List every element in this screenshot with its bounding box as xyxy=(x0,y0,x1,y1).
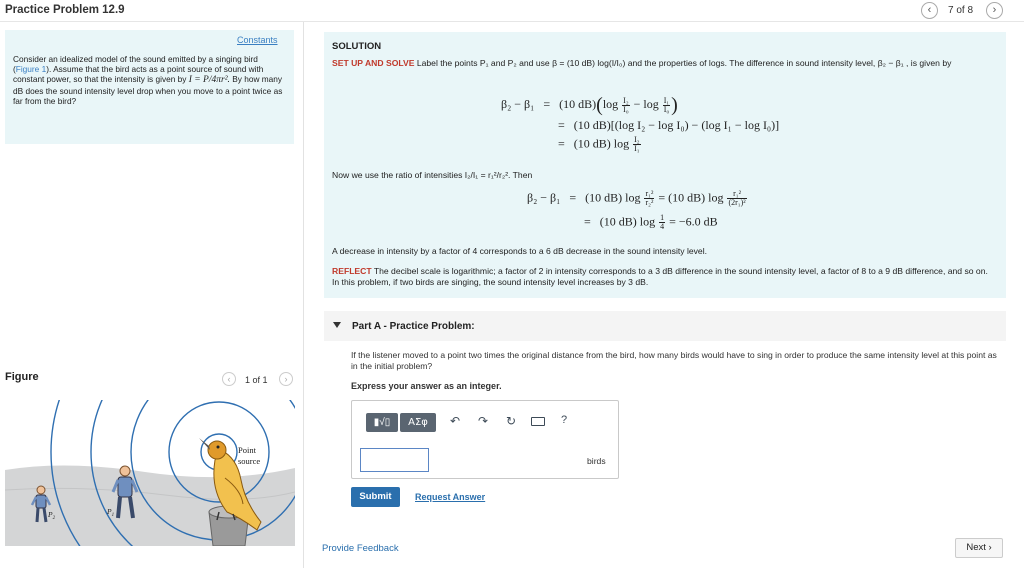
eq4-frac1-num: r₁² xyxy=(645,189,654,198)
setup-text: Label the points P₁ and P₂ and use β = (10 dB) log(I/I₀) and the properties of logs. The difference in sound intensity level, β₂ − β₁ , is given by xyxy=(416,58,952,68)
submit-button[interactable]: Submit xyxy=(351,487,400,507)
units-label: birds xyxy=(587,456,606,466)
figure-heading: Figure xyxy=(5,371,39,383)
p2-label: $P_2$ xyxy=(48,510,56,521)
problem-text xyxy=(13,54,283,106)
redo-icon[interactable]: ↷ xyxy=(477,414,489,428)
reset-icon[interactable]: ↻ xyxy=(505,414,517,428)
problem-text-start: Consider an idealized model of the sound emitted by a singing bird ( xyxy=(13,54,258,75)
previous-problem-button[interactable] xyxy=(921,2,938,19)
equation-4 xyxy=(527,190,748,207)
part-a-instruction: Express your answer as an integer. xyxy=(351,381,502,391)
part-a-question: If the listener moved to a point two times the original distance from the bird, how many birds would have to sing in order to produce the same intensity level at this point as in the initial problem? xyxy=(351,350,997,371)
equation-3 xyxy=(558,136,642,153)
p1-label: $P_1$ xyxy=(107,507,115,518)
eq4-frac2-num: r₁² xyxy=(727,190,746,199)
part-a-title[interactable]: Part A - Practice Problem: xyxy=(352,321,475,332)
problem-question: By how many dB does the sound intensity level drop when you move to a point twice as far from the bird? xyxy=(13,74,283,106)
figure-counter: 1 of 1 xyxy=(245,375,268,385)
eq5-frac-den: 4 xyxy=(660,222,665,231)
eq4-rhs-b: = (10 dB) log xyxy=(658,190,724,205)
eq4-frac2-den: (2r₁)² xyxy=(728,198,746,207)
solution-heading: SOLUTION xyxy=(332,41,382,52)
intensity-formula: I = P/4πr². xyxy=(188,75,230,86)
ratio-text: Now we use the ratio of intensities I₂/I₁ = r₁²/r₂². Then xyxy=(332,170,533,180)
eq1-minus-log: − log xyxy=(633,97,659,111)
top-bar xyxy=(0,0,1024,22)
next-button[interactable]: Next › xyxy=(955,538,1003,558)
request-answer-link[interactable]: Request Answer xyxy=(415,492,486,502)
chevron-left-icon: ‹ xyxy=(927,4,932,16)
eq1-frac2-den: I₀ xyxy=(663,104,670,114)
equation-2 xyxy=(558,118,779,133)
eq4-frac1-den: r₂² xyxy=(645,198,654,207)
eq3-frac-num: I₂ xyxy=(634,135,640,144)
setup-and-solve-text xyxy=(332,58,997,69)
point-source-label-2: source xyxy=(238,456,261,466)
figure-previous-button[interactable] xyxy=(222,372,236,386)
eq3-equals: = xyxy=(558,136,565,151)
reflect-label: REFLECT xyxy=(332,266,372,276)
reflect-text xyxy=(332,266,997,288)
point-source-label-1: Point xyxy=(238,445,256,455)
figure-next-button[interactable] xyxy=(279,372,293,386)
eq5-rhs-a: (10 dB) log xyxy=(599,214,656,229)
equation-1: β₂ − β₁ = (10 dB)(log $\frac{\text{I₂}}{\text{I₀}}$ − log $\frac{\text{I₁}}{\text{I₀}}$ ) xyxy=(501,94,678,116)
page-title: Practice Problem 12.9 xyxy=(5,4,125,16)
collapse-triangle-icon[interactable] xyxy=(333,322,341,328)
chevron-right-icon: › xyxy=(992,4,997,16)
page-counter: 7 of 8 xyxy=(948,5,974,16)
eq1-coefficient: (10 dB) xyxy=(559,97,597,111)
eq4-equals: = xyxy=(569,190,577,205)
provide-feedback-link[interactable]: Provide Feedback xyxy=(322,543,399,554)
undo-icon[interactable]: ↶ xyxy=(449,414,461,428)
chevron-right-icon: › xyxy=(284,374,288,384)
eq4-rhs-a: (10 dB) log xyxy=(585,190,641,205)
eq1-log: log xyxy=(602,97,619,111)
equation-5 xyxy=(584,214,718,231)
eq1-equals: = xyxy=(543,97,551,111)
eq4-lhs: β₂ − β₁ xyxy=(527,190,561,205)
figure-link[interactable]: Figure 1 xyxy=(15,64,47,75)
symbols-button[interactable]: ΑΣφ xyxy=(400,413,436,432)
eq2-rhs: (10 dB)[(log I₂ − log I₀) − (log I₁ − log I₀)] xyxy=(573,118,780,132)
eq5-rhs-b: = −6.0 dB xyxy=(669,214,718,229)
eq3-frac-den: I₁ xyxy=(634,144,640,153)
eq2-equals: = xyxy=(558,118,565,132)
eq5-equals: = xyxy=(584,214,591,229)
templates-button[interactable]: ▮√▯ xyxy=(366,413,398,432)
eq1-frac1-num: I₂ xyxy=(623,95,629,105)
eq3-rhs: (10 dB) log xyxy=(573,136,630,151)
problem-text-mid: ). Assume that the bird acts as a point source of sound with constant power, so that the intensity is given by xyxy=(13,64,264,85)
setup-label: SET UP AND SOLVE xyxy=(332,58,415,68)
reflect-body: The decibel scale is logarithmic; a factor of 2 in intensity corresponds to a 3 dB difference in the sound intensity level, a factor of 8 to a 9 dB difference, and so on. In this problem, if two birds are singing, the sound intensity level increases by 3 dB. xyxy=(332,266,988,287)
chevron-left-icon: ‹ xyxy=(227,374,231,384)
answer-input[interactable] xyxy=(360,448,429,472)
constants-link[interactable]: Constants xyxy=(237,35,278,45)
next-problem-button[interactable] xyxy=(986,2,1003,19)
eq5-frac-num: 1 xyxy=(660,213,665,222)
eq1-frac1-den: I₀ xyxy=(623,104,629,114)
decrease-text: A decrease in intensity by a factor of 4 corresponds to a 6 dB decrease in the sound intensity level. xyxy=(332,246,708,256)
help-icon[interactable]: ? xyxy=(560,414,568,426)
solution-box xyxy=(324,32,1006,298)
eq1-lhs: β₂ − β₁ xyxy=(501,97,535,111)
keyboard-icon[interactable] xyxy=(531,417,545,426)
figure-illustration[interactable] xyxy=(5,400,295,546)
eq1-frac2-num: I₁ xyxy=(663,95,670,105)
